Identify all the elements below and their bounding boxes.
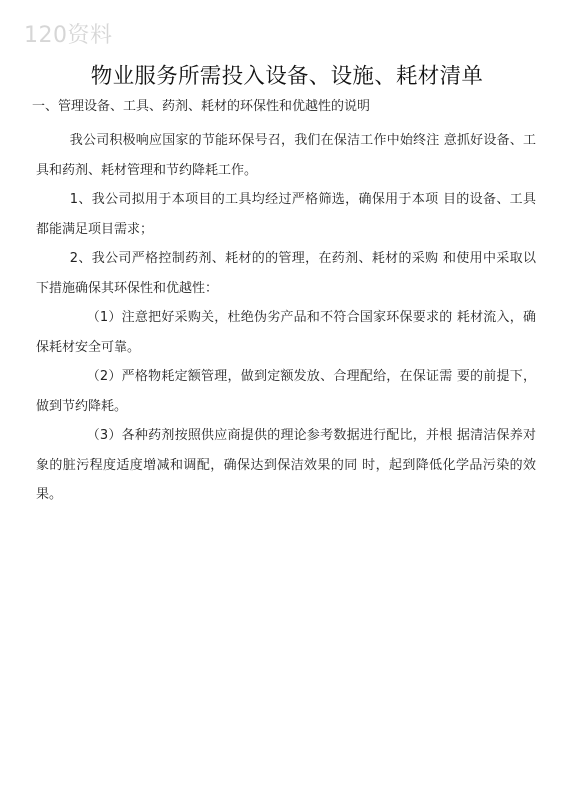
intro-paragraph: 我公司积极响应国家的节能环保号召，我们在保洁工作中始终注 意抓好设备、工具和药剂、耗材管理和节约降耗工作。 (36, 133, 536, 178)
watermark-logo: 120资料 (24, 23, 113, 48)
paragraph-subitem-1: （1）注意把好采购关，杜绝伪劣产品和不符合国家环保要求的 耗材流入，确保耗材安全可靠。 (36, 310, 536, 355)
paragraph-subitem-2: （2）严格物耗定额管理，做到定额发放、合理配给，在保证需 要的前提下，做到节约降耗。 (36, 369, 536, 414)
document-title: 物业服务所需投入设备、设施、耗材清单 (90, 64, 484, 89)
paragraph-subitem-3: （3）各种药剂按照供应商提供的理论参考数据进行配比，并根 据清洁保养对象的脏污程度适度增减和调配，确保达到保洁效果的同 时，起到降低化学品污染的效果。 (36, 428, 536, 502)
paragraph-item-1: 1、我公司拟用于本项目的工具均经过严格筛选，确保用于本项 目的设备、工具都能满足项目需求； (36, 192, 536, 237)
section-heading: 一、管理设备、工具、药剂、耗材的环保性和优越性的说明 (32, 99, 371, 114)
document-body (32, 62, 536, 510)
paragraph-item-2: 2、我公司严格控制药剂、耗材的的管理，在药剂、耗材的采购 和使用中采取以下措施确保其环保性和优越性： (36, 251, 536, 296)
